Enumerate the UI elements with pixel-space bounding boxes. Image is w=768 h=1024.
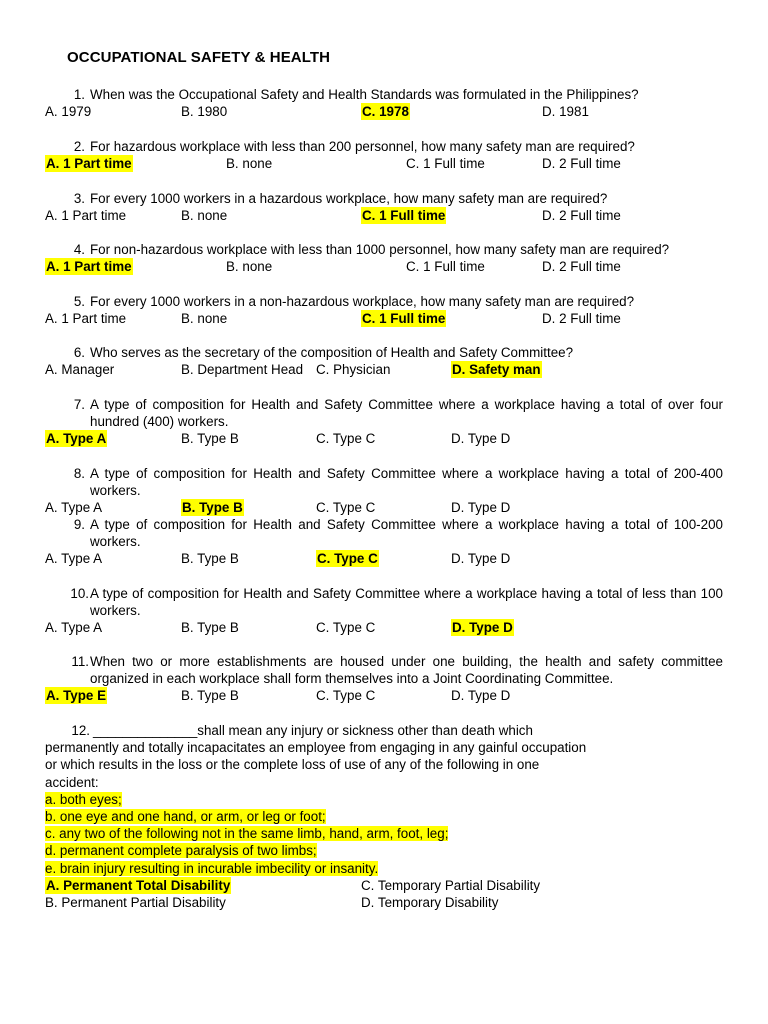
question-number: 12. — [71, 723, 90, 738]
options-row — [45, 499, 723, 516]
option-c: C. Type C — [316, 500, 376, 515]
question-4 — [45, 241, 723, 275]
question-number: 11. — [71, 654, 89, 669]
option-b: B. 1980 — [181, 104, 228, 119]
answer-blank: ______________ — [93, 723, 198, 738]
question-number: 1. — [73, 87, 85, 102]
list-item: b. one eye and one hand, or arm, or leg or foot; — [45, 809, 326, 825]
list-item: a. both eyes; — [45, 791, 122, 807]
question-number: 8. — [73, 466, 85, 481]
question-number: 3. — [73, 191, 85, 206]
question-6 — [45, 344, 723, 378]
question-number: 2. — [73, 139, 85, 154]
options-row — [45, 258, 723, 275]
option-a: A. Type A — [45, 500, 103, 515]
option-a-answer: A. Type E — [46, 688, 107, 703]
option-d: D. 2 Full time — [542, 311, 621, 326]
question-stem — [45, 138, 723, 155]
question-number: 10. — [70, 586, 89, 601]
option-b-answer: B. Type B — [182, 500, 243, 515]
question-text: For non-hazardous workplace with less than 1000 personnel, how many safety man are required? — [90, 242, 670, 257]
option-d-answer: D. Safety man — [452, 362, 541, 377]
list-item: e. brain injury resulting in incurable imbecility or insanity. — [45, 860, 379, 876]
option-c: C. 1 Full time — [406, 259, 485, 274]
option-c: C. Temporary Partial Disability — [361, 877, 541, 893]
option-b: B. none — [181, 311, 228, 326]
question-stem — [45, 293, 723, 310]
option-c-answer: C. 1 Full time — [362, 208, 446, 223]
option-b: B. none — [226, 259, 273, 274]
option-c: C. Type C — [316, 688, 376, 703]
option-d: D. 2 Full time — [542, 208, 621, 223]
option-c-answer: C. Type C — [317, 551, 378, 566]
question-7 — [45, 396, 723, 447]
question-stem — [45, 86, 723, 103]
options-row — [45, 687, 723, 704]
options-row — [45, 550, 723, 567]
question-number: 4. — [73, 242, 85, 257]
question-stem — [45, 516, 723, 550]
option-b: B. none — [226, 156, 273, 171]
option-b: B. none — [181, 208, 228, 223]
question-5 — [45, 293, 723, 327]
question-stem-line — [45, 722, 625, 739]
options-row — [45, 877, 625, 894]
option-d: D. Type D — [451, 551, 511, 566]
option-d-answer: D. Type D — [452, 620, 513, 635]
options-row — [45, 894, 625, 911]
options-row — [45, 430, 723, 447]
option-a: A. Type A — [45, 620, 103, 635]
option-a: A. 1 Part time — [45, 311, 127, 326]
option-b: B. Type B — [181, 551, 239, 566]
option-b: B. Type B — [181, 431, 239, 446]
list-item: c. any two of the following not in the same limb, hand, arm, foot, leg; — [45, 826, 449, 842]
options-row — [45, 103, 723, 120]
question-stem — [45, 344, 723, 361]
option-a: A. 1 Part time — [45, 208, 127, 223]
question-number: 6. — [73, 345, 85, 360]
question-stem — [45, 653, 723, 687]
question-8 — [45, 465, 723, 516]
question-stem-line: permanently and totally incapacitates an employee from engaging in any gainful occupation — [45, 740, 587, 756]
options-row — [45, 619, 723, 636]
question-text: For every 1000 workers in a non-hazardous workplace, how many safety man are required? — [90, 294, 635, 309]
option-d: D. 2 Full time — [542, 156, 621, 171]
option-a-answer: A. 1 Part time — [46, 259, 132, 274]
question-text: A type of composition for Health and Safety Committee where a workplace having a total of over four hundred (400) workers. — [90, 397, 723, 429]
option-b: B. Type B — [181, 688, 239, 703]
question-stem-line: accident: — [45, 774, 99, 790]
option-b: B. Type B — [181, 620, 239, 635]
question-1 — [45, 86, 723, 120]
question-number: 9. — [73, 517, 85, 532]
option-b: B. Department Head — [181, 362, 304, 377]
question-10 — [45, 585, 723, 636]
option-d: D. Type D — [451, 500, 511, 515]
list-item: d. permanent complete paralysis of two limbs; — [45, 843, 317, 859]
question-2 — [45, 138, 723, 172]
question-9 — [45, 516, 723, 567]
option-a-answer: A. Type A — [46, 431, 107, 446]
option-b: B. Permanent Partial Disability — [45, 894, 226, 910]
options-row — [45, 310, 723, 327]
question-number: 5. — [73, 294, 85, 309]
option-c: C. Physician — [316, 362, 391, 377]
question-12 — [45, 722, 625, 911]
options-row — [45, 207, 723, 224]
option-a: A. Manager — [45, 362, 115, 377]
question-stem — [45, 241, 723, 258]
question-text: When was the Occupational Safety and Health Standards was formulated in the Philippines? — [90, 87, 639, 102]
options-row — [45, 155, 723, 172]
option-a: A. Type A — [45, 551, 103, 566]
question-text: For every 1000 workers in a hazardous workplace, how many safety man are required? — [90, 191, 608, 206]
question-3 — [45, 190, 723, 224]
option-a: A. 1979 — [45, 104, 92, 119]
question-stem — [45, 465, 723, 499]
option-c-answer: C. 1 Full time — [362, 311, 446, 326]
option-a-answer: A. Permanent Total Disability — [46, 877, 231, 893]
option-d: D. Temporary Disability — [361, 894, 499, 910]
question-stem — [45, 190, 723, 207]
option-c: C. Type C — [316, 620, 376, 635]
option-d: D. 2 Full time — [542, 259, 621, 274]
question-text: A type of composition for Health and Safety Committee where a workplace having a total of less than 100 workers. — [90, 586, 723, 618]
question-text: A type of composition for Health and Safety Committee where a workplace having a total of 200-400 workers. — [90, 466, 723, 498]
option-c: C. 1 Full time — [406, 156, 485, 171]
question-text: For hazardous workplace with less than 200 personnel, how many safety man are required? — [90, 139, 635, 154]
option-d: D. 1981 — [542, 104, 589, 119]
question-stem-line: or which results in the loss or the complete loss of use of any of the following in one — [45, 757, 540, 773]
question-text: shall mean any injury or sickness other than death which — [197, 723, 533, 738]
option-d: D. Type D — [451, 431, 511, 446]
question-stem — [45, 585, 723, 619]
question-text: When two or more establishments are housed under one building, the health and safety committee organized in each workplace shall form themselves into a Joint Coordinating Committee. — [90, 654, 723, 686]
option-d: D. Type D — [451, 688, 511, 703]
option-a-answer: A. 1 Part time — [46, 156, 132, 171]
question-11 — [45, 653, 723, 704]
question-text: Who serves as the secretary of the composition of Health and Safety Committee? — [90, 345, 574, 360]
option-c: C. Type C — [316, 431, 376, 446]
page-title: OCCUPATIONAL SAFETY & HEALTH — [67, 49, 331, 66]
option-c-answer: C. 1978 — [362, 104, 409, 119]
question-number: 7. — [73, 397, 85, 412]
options-row — [45, 361, 723, 378]
question-stem — [45, 396, 723, 430]
question-text: A type of composition for Health and Safety Committee where a workplace having a total of 100-200 workers. — [90, 517, 723, 549]
